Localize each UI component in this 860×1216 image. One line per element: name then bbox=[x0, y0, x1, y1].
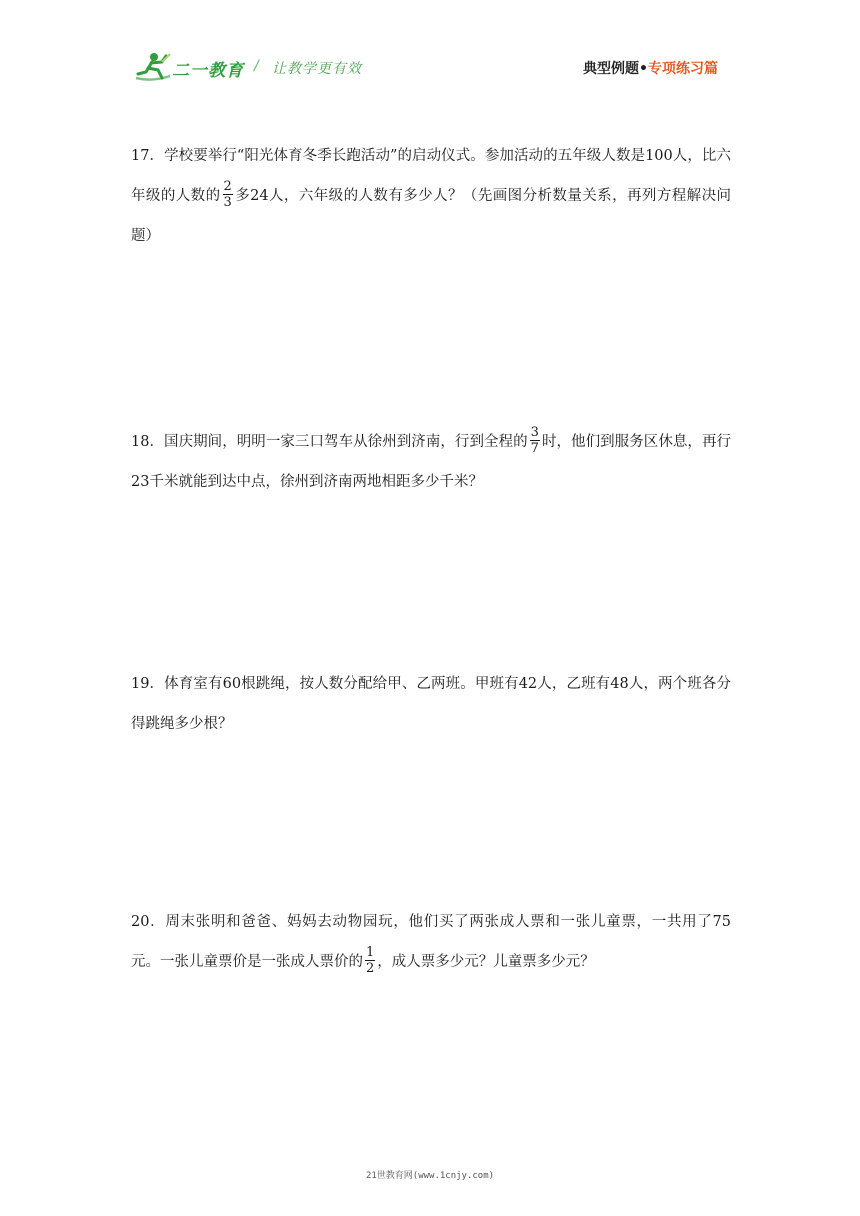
section-title bbox=[583, 58, 718, 78]
question-text: 18．国庆期间，明明一家三口驾车从徐州到济南，行到全程的 bbox=[131, 434, 528, 450]
question-text: 19．体育室有60根跳绳，按人数分配给甲、乙两班。甲班有42人，乙班有48人，两个班各分得跳绳多少根？ bbox=[131, 676, 731, 732]
section-title-dot: • bbox=[639, 61, 648, 77]
header-slash: / bbox=[254, 58, 259, 74]
section-title-main: 典型例题 bbox=[583, 61, 640, 77]
brand-name: 二一教育 bbox=[172, 61, 244, 81]
question-20 bbox=[131, 902, 731, 982]
fraction bbox=[530, 426, 540, 455]
page-footer: 21世教育网(www.1cnjy.com) bbox=[365, 1171, 495, 1181]
fraction-denominator: 7 bbox=[530, 440, 539, 456]
question-19 bbox=[131, 664, 731, 744]
fraction-denominator: 2 bbox=[366, 960, 375, 976]
fraction-numerator: 1 bbox=[366, 944, 375, 960]
question-17 bbox=[131, 136, 731, 256]
fraction bbox=[223, 180, 233, 209]
question-18 bbox=[131, 422, 731, 502]
fraction bbox=[365, 946, 375, 975]
brand-slogan: 让教学更有效 bbox=[272, 61, 362, 77]
question-text: 时，他们到服务区休息，再行23千米就能到达中点，徐州到济南两地相距多少千米？ bbox=[131, 434, 731, 490]
question-text: 20．周末张明和爸爸、妈妈去动物园玩，他们买了两张成人票和一张儿童票，一共用了75元。一张儿童票价是一张成人票价的 bbox=[131, 914, 731, 970]
section-title-sub: 专项练习篇 bbox=[648, 61, 718, 77]
question-text: 多24人，六年级的人数有多少人？（先画图分析数量关系，再列方程解决问题） bbox=[131, 188, 732, 244]
fraction-numerator: 2 bbox=[223, 178, 232, 194]
question-text: ，成人票多少元？儿童票多少元？ bbox=[377, 954, 595, 970]
fraction-numerator: 3 bbox=[530, 424, 539, 440]
question-text: 17．学校要举行“阳光体育冬季长跑活动”的启动仪式。参加活动的五年级人数是100人，比六年级的人数的 bbox=[131, 148, 731, 204]
page-header bbox=[0, 0, 860, 100]
fraction-denominator: 3 bbox=[223, 194, 232, 210]
